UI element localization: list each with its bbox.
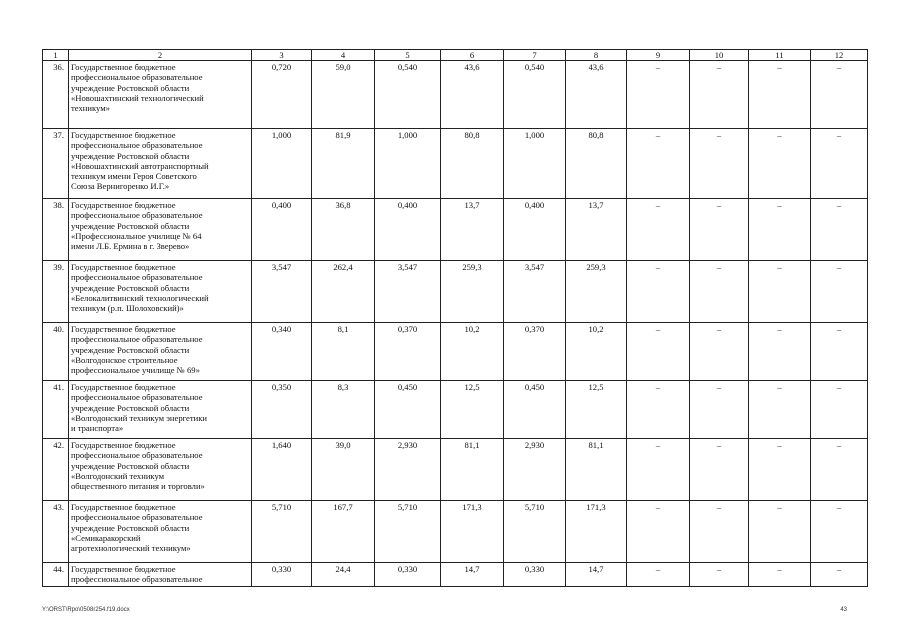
row-number: 42. [43, 439, 69, 501]
value-cell-col-6: 171,3 [441, 501, 504, 563]
value-cell-col-10: – [690, 323, 749, 381]
table-body [43, 61, 868, 587]
name-line: «Волгодонский техникум энергетики [71, 412, 207, 423]
value-cell-col-9: – [627, 439, 690, 501]
value-cell-col-11: – [749, 261, 811, 323]
name-line: Государственное бюджетное [71, 502, 176, 513]
value-cell-col-11: – [749, 381, 811, 439]
value-cell-col-12: – [811, 501, 868, 563]
name-line: техникум» [71, 103, 110, 114]
value-cell-col-8: 14,7 [566, 563, 627, 587]
column-header-5: 5 [375, 50, 441, 61]
value-cell-col-11: – [749, 61, 811, 129]
value-cell-col-11: – [749, 501, 811, 563]
value-cell-col-8: 81,1 [566, 439, 627, 501]
institution-name [69, 261, 252, 323]
column-header-4: 4 [312, 50, 375, 61]
value-cell-col-5: 2,930 [375, 439, 441, 501]
name-line: учреждение Ростовской области [71, 282, 190, 293]
value-cell-col-5: 5,710 [375, 501, 441, 563]
value-cell-col-7: 0,400 [504, 199, 566, 261]
value-cell-col-12: – [811, 439, 868, 501]
name-line: профессиональное образовательное [71, 392, 203, 403]
value-cell-col-4: 59,0 [312, 61, 375, 129]
name-line: профессиональное училище № 69» [71, 365, 200, 376]
value-cell-col-10: – [690, 129, 749, 199]
value-cell-col-12: – [811, 129, 868, 199]
value-cell-col-7: 0,330 [504, 563, 566, 587]
row-number: 44. [43, 563, 69, 587]
value-cell-col-3: 0,330 [252, 563, 312, 587]
name-line: профессиональное образовательное [71, 334, 203, 345]
value-cell-col-10: – [690, 381, 749, 439]
value-cell-col-9: – [627, 381, 690, 439]
column-header-8: 8 [566, 50, 627, 61]
value-cell-col-12: – [811, 563, 868, 587]
value-cell-col-12: – [811, 381, 868, 439]
value-cell-col-12: – [811, 261, 868, 323]
value-cell-col-7: 0,540 [504, 61, 566, 129]
value-cell-col-6: 259,3 [441, 261, 504, 323]
value-cell-col-9: – [627, 61, 690, 129]
name-line: «Семикаракорский [71, 532, 141, 543]
value-cell-col-8: 43,6 [566, 61, 627, 129]
value-cell-col-4: 36,8 [312, 199, 375, 261]
name-line: профессиональное образовательное [71, 72, 203, 83]
name-line: учреждение Ростовской области [71, 220, 190, 231]
footer-file-path: Y:\ORST\Rpo\0508r254.f19.docx [42, 607, 130, 613]
column-header-3: 3 [252, 50, 312, 61]
institution-name [69, 381, 252, 439]
institution-name [69, 129, 252, 199]
value-cell-col-4: 24,4 [312, 563, 375, 587]
value-cell-col-8: 171,3 [566, 501, 627, 563]
value-cell-col-6: 12,5 [441, 381, 504, 439]
value-cell-col-3: 0,340 [252, 323, 312, 381]
name-line: Государственное бюджетное [71, 200, 176, 211]
value-cell-col-6: 13,7 [441, 199, 504, 261]
name-line: «Новошахтинский автотранспортный [71, 160, 209, 171]
column-header-1: 1 [43, 50, 69, 61]
value-cell-col-3: 0,400 [252, 199, 312, 261]
column-header-6: 6 [441, 50, 504, 61]
name-line: Государственное бюджетное [71, 62, 176, 73]
value-cell-col-5: 3,547 [375, 261, 441, 323]
value-cell-col-7: 0,370 [504, 323, 566, 381]
value-cell-col-5: 0,400 [375, 199, 441, 261]
row-number: 41. [43, 381, 69, 439]
table-row [43, 501, 868, 563]
institution-name [69, 61, 252, 129]
value-cell-col-7: 2,930 [504, 439, 566, 501]
column-header-9: 9 [627, 50, 690, 61]
column-header-7: 7 [504, 50, 566, 61]
name-line: «Профессиональное училище № 64 [71, 230, 202, 241]
table-header [43, 50, 868, 61]
value-cell-col-3: 5,710 [252, 501, 312, 563]
value-cell-col-11: – [749, 563, 811, 587]
table-row [43, 61, 868, 129]
name-line: учреждение Ростовской области [71, 150, 190, 161]
row-number: 40. [43, 323, 69, 381]
value-cell-col-7: 0,450 [504, 381, 566, 439]
value-cell-col-10: – [690, 261, 749, 323]
value-cell-col-9: – [627, 261, 690, 323]
column-header-2: 2 [69, 50, 252, 61]
value-cell-col-7: 3,547 [504, 261, 566, 323]
header-row [43, 50, 868, 61]
value-cell-col-3: 0,350 [252, 381, 312, 439]
row-number: 38. [43, 199, 69, 261]
name-line: учреждение Ростовской области [71, 344, 190, 355]
table-row [43, 261, 868, 323]
value-cell-col-7: 1,000 [504, 129, 566, 199]
name-line: «Волгодонское строительное [71, 354, 178, 365]
value-cell-col-11: – [749, 129, 811, 199]
value-cell-col-11: – [749, 199, 811, 261]
name-line: Государственное бюджетное [71, 324, 176, 335]
page-number: 43 [840, 607, 847, 613]
value-cell-col-11: – [749, 323, 811, 381]
value-cell-col-6: 80,8 [441, 129, 504, 199]
name-line: имени Л.Б. Ермина в г. Зверево» [71, 241, 190, 252]
table-row [43, 381, 868, 439]
value-cell-col-5: 0,450 [375, 381, 441, 439]
value-cell-col-6: 10,2 [441, 323, 504, 381]
value-cell-col-3: 1,000 [252, 129, 312, 199]
value-cell-col-5: 0,370 [375, 323, 441, 381]
table-row [43, 563, 868, 587]
value-cell-col-12: – [811, 61, 868, 129]
name-line: профессиональное образовательное [71, 512, 203, 523]
name-line: Государственное бюджетное [71, 564, 176, 575]
column-header-11: 11 [749, 50, 811, 61]
name-line: учреждение Ростовской области [71, 402, 190, 413]
name-line: Государственное бюджетное [71, 262, 176, 273]
value-cell-col-9: – [627, 501, 690, 563]
value-cell-col-9: – [627, 129, 690, 199]
value-cell-col-11: – [749, 439, 811, 501]
value-cell-col-4: 167,7 [312, 501, 375, 563]
value-cell-col-4: 8,1 [312, 323, 375, 381]
value-cell-col-10: – [690, 501, 749, 563]
name-line: «Новошахтинский технологический [71, 92, 204, 103]
table-row [43, 439, 868, 501]
name-line: Государственное бюджетное [71, 130, 176, 141]
value-cell-col-5: 0,540 [375, 61, 441, 129]
name-line: Государственное бюджетное [71, 440, 176, 451]
name-line: агротехнологический техникум» [71, 543, 191, 554]
value-cell-col-3: 0,720 [252, 61, 312, 129]
institution-name [69, 199, 252, 261]
name-line: учреждение Ростовской области [71, 82, 190, 93]
name-line: учреждение Ростовской области [71, 522, 190, 533]
value-cell-col-8: 80,8 [566, 129, 627, 199]
value-cell-col-8: 259,3 [566, 261, 627, 323]
name-line: и транспорта» [71, 423, 124, 434]
value-cell-col-12: – [811, 323, 868, 381]
name-line: «Белокалитвинский технологический [71, 292, 209, 303]
institution-name [69, 563, 252, 587]
row-number: 36. [43, 61, 69, 129]
value-cell-col-9: – [627, 323, 690, 381]
value-cell-col-3: 3,547 [252, 261, 312, 323]
value-cell-col-4: 262,4 [312, 261, 375, 323]
value-cell-col-8: 13,7 [566, 199, 627, 261]
name-line: Государственное бюджетное [71, 382, 176, 393]
value-cell-col-10: – [690, 563, 749, 587]
value-cell-col-3: 1,640 [252, 439, 312, 501]
name-line: общественного питания и торговли» [71, 481, 205, 492]
row-number: 39. [43, 261, 69, 323]
value-cell-col-10: – [690, 199, 749, 261]
name-line: профессиональное образовательное [71, 210, 203, 221]
row-number: 37. [43, 129, 69, 199]
value-cell-col-12: – [811, 199, 868, 261]
name-line: профессиональное образовательное [71, 574, 203, 585]
value-cell-col-4: 81,9 [312, 129, 375, 199]
value-cell-col-9: – [627, 199, 690, 261]
value-cell-col-10: – [690, 439, 749, 501]
name-line: техникум имени Героя Советского [71, 171, 197, 182]
column-header-12: 12 [811, 50, 868, 61]
value-cell-col-8: 12,5 [566, 381, 627, 439]
value-cell-col-6: 43,6 [441, 61, 504, 129]
row-number: 43. [43, 501, 69, 563]
value-cell-col-4: 8,3 [312, 381, 375, 439]
table-row [43, 323, 868, 381]
column-header-10: 10 [690, 50, 749, 61]
document-table [42, 49, 868, 587]
value-cell-col-4: 39,0 [312, 439, 375, 501]
name-line: профессиональное образовательное [71, 140, 203, 151]
table-row [43, 129, 868, 199]
value-cell-col-6: 81,1 [441, 439, 504, 501]
value-cell-col-9: – [627, 563, 690, 587]
value-cell-col-10: – [690, 61, 749, 129]
value-cell-col-6: 14,7 [441, 563, 504, 587]
institution-name [69, 439, 252, 501]
value-cell-col-5: 0,330 [375, 563, 441, 587]
name-line: профессиональное образовательное [71, 450, 203, 461]
institution-name [69, 501, 252, 563]
name-line: техникум (р.п. Шолоховский)» [71, 303, 184, 314]
value-cell-col-8: 10,2 [566, 323, 627, 381]
name-line: профессиональное образовательное [71, 272, 203, 283]
table-row [43, 199, 868, 261]
name-line: «Волгодонский техникум [71, 470, 165, 481]
institution-name [69, 323, 252, 381]
value-cell-col-7: 5,710 [504, 501, 566, 563]
name-line: учреждение Ростовской области [71, 460, 190, 471]
name-line: Союза Вернигоренко И.Г.» [71, 181, 170, 192]
value-cell-col-5: 1,000 [375, 129, 441, 199]
